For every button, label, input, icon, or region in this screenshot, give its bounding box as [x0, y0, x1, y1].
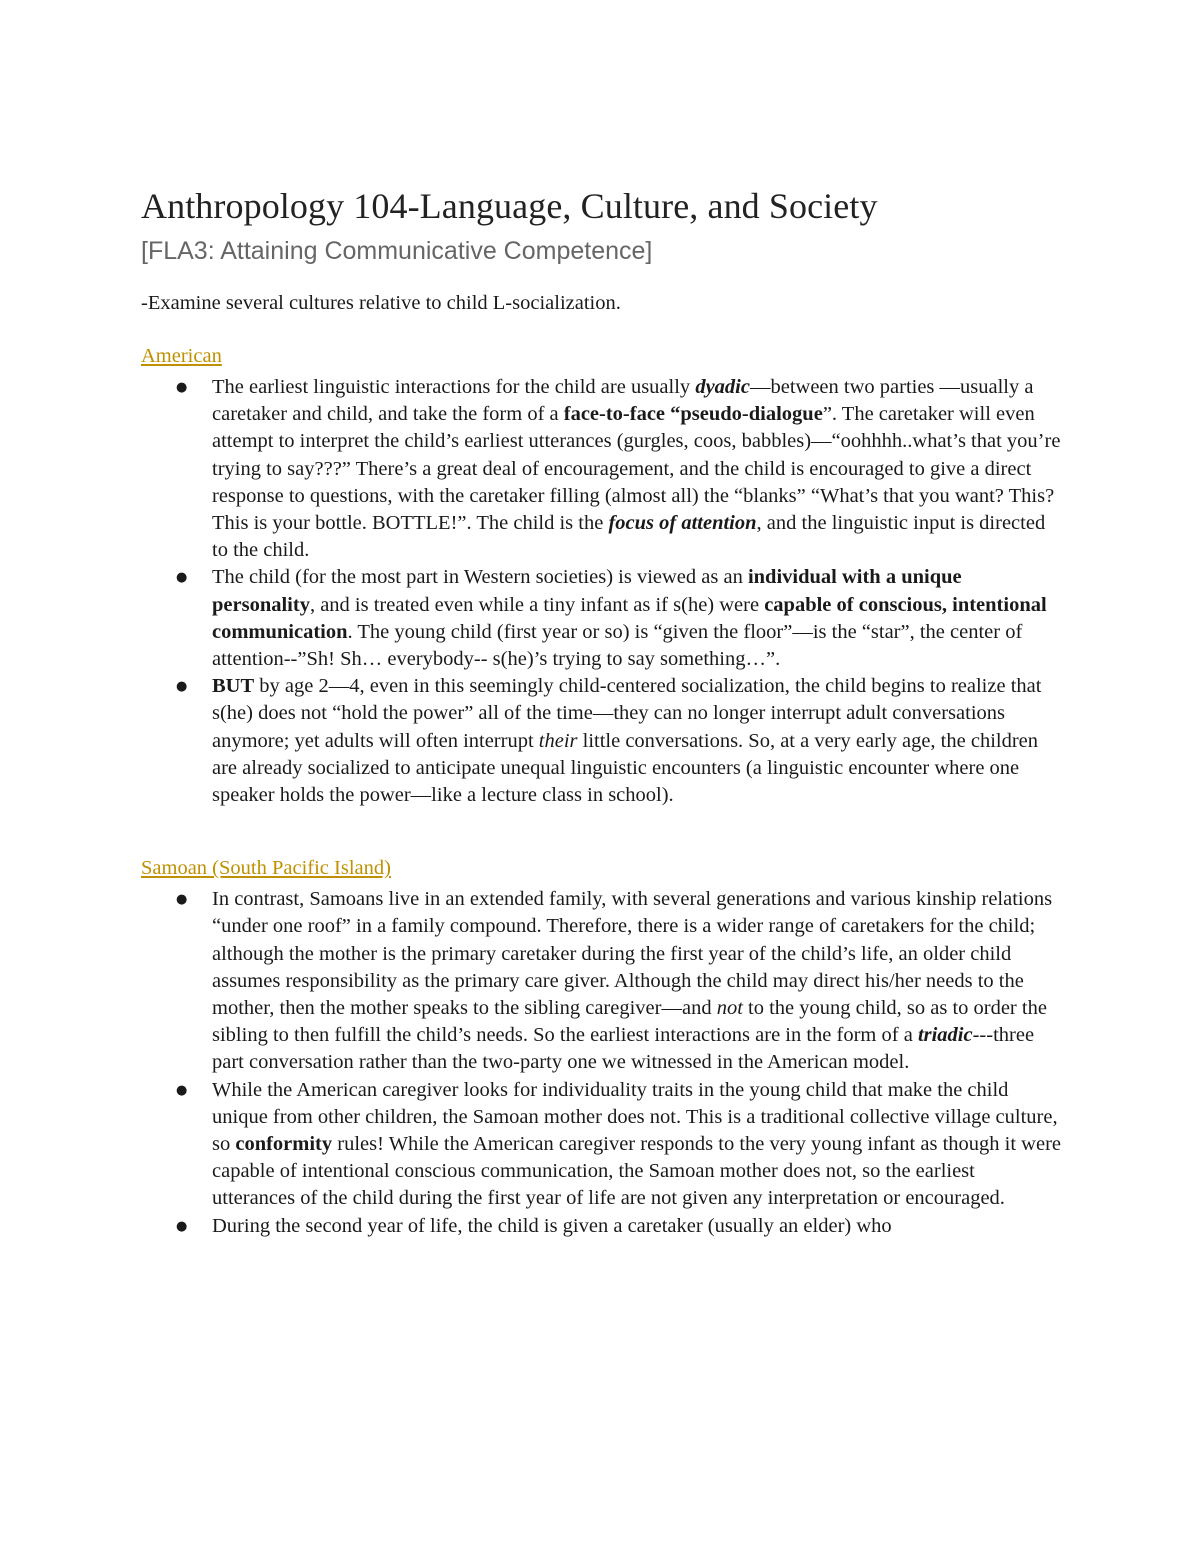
intro-line: -Examine several cultures relative to child L-socialization.: [141, 292, 621, 314]
list-item: ● The earliest linguistic interactions for the child are usually dyadic—between two parties —usually a caretaker and child, and take the form of a face-to-face “pseudo-dialogue”. The caretaker will even attempt to interpret the child’s earliest utterances (gurgles, coos, babbles)—“oohhhh..what’s that you’re trying to say???” There’s a great deal of encouragement, and the child is encouraged to give a direct response to questions, with the caretaker filling (almost all) the “blanks” “What’s that you want? This? This is your bottle. BOTTLE!”. The child is the focus of attention, and the linguistic input is directed to the child.: [176, 376, 1061, 562]
term-triadic: triadic: [917, 1024, 973, 1047]
list-item: ● The child (for the most part in Western societies) is viewed as an individual with a unique personality, and is treated even while a tiny infant as if s(he) were capable of conscious, intentional communication. The young child (first year or so) is “given the floor”—is the “star”, the center of attention--”Sh! Sh… everybody-- s(he)’s trying to say something…”.: [176, 566, 1047, 671]
bullet-icon: ●: [176, 380, 188, 395]
emphasis-their: their: [538, 729, 578, 752]
american-bullet-list: [141, 374, 1061, 809]
bullet-icon: ●: [176, 1218, 188, 1234]
term-but: BUT: [212, 675, 255, 698]
section-heading-samoan: Samoan (South Pacific Island): [141, 857, 391, 880]
section-heading-american: American: [141, 345, 222, 367]
document-title: Anthropology 104-Language, Culture, and Society: [141, 186, 878, 226]
term-focus-of-attention: focus of attention: [608, 512, 757, 535]
list-item: ● In contrast, Samoans live in an extended family, with several generations and various kinship relations “under one roof” in a family compound. Therefore, there is a wider range of caretakers for the child; although the mother is the primary caretaker during the first year of the child’s life, an older child assumes responsibility as the primary care giver. Although the child may direct his/her needs to the mother, then the mother speaks to the sibling caregiver—and not to the young child, so as to order the sibling to then fulfill the child’s needs. So the earliest interactions are in the form of a triadic---three part conversation rather than the two-party one we witnessed in the American model.: [176, 888, 1053, 1074]
samoan-bullet-list: [141, 886, 1061, 1240]
bullet-icon: ●: [176, 892, 188, 908]
list-item: ● BUT by age 2—4, even in this seemingly child-centered socialization, the child begins to realize that s(he) does not “hold the power” all of the time—they can no longer interrupt adult conversations anymore; yet adults will often interrupt their little conversations. So, at a very early age, the children are already socialized to anticipate unequal linguistic encounters (a linguistic encounter where one speaker holds the power—like a lecture class in school).: [176, 675, 1042, 807]
document-subtitle: [FLA3: Attaining Communicative Competence]: [141, 237, 653, 265]
term-pseudo-dialogue: face-to-face “pseudo-dialogue: [563, 403, 823, 426]
term-dyadic: dyadic: [695, 376, 750, 398]
list-item: ● While the American caregiver looks for individuality traits in the young child that make the child unique from other children, the Samoan mother does not. This is a traditional collective village culture, so conformity rules! While the American caregiver responds to the very young infant as though it were capable of intentional conscious communication, the Samoan mother does not, so the earliest utterances of the child during the first year of life are not given any interpretation or encouraged.: [176, 1078, 1061, 1210]
list-item: ● During the second year of life, the child is given a caretaker (usually an elder) who: [141, 1213, 1061, 1240]
bullet-icon: ●: [176, 679, 188, 695]
term-conscious-communication: capable of conscious, intentional communication: [212, 593, 1047, 643]
term-individual-personality: individual with a unique personality: [212, 566, 962, 616]
term-conformity: conformity: [235, 1133, 333, 1156]
document-body: [141, 186, 1061, 1240]
bullet-icon: ●: [176, 570, 188, 586]
bullet-icon: ●: [176, 1082, 188, 1098]
emphasis-not: not: [716, 997, 743, 1020]
